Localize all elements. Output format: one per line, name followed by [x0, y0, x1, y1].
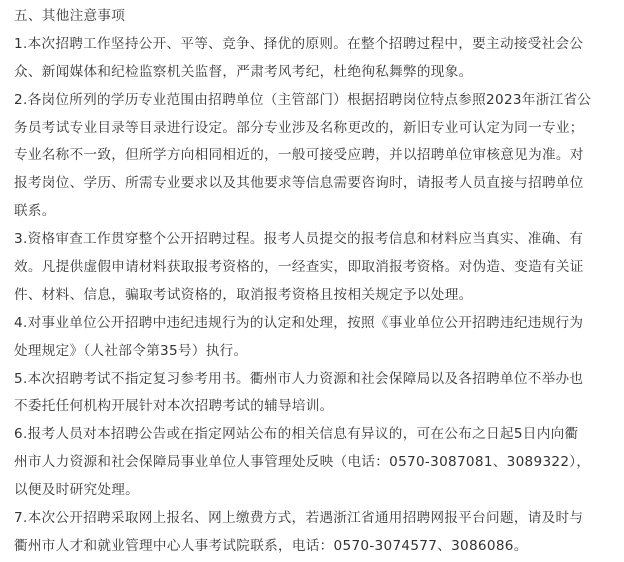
section-title: 五、其他注意事项	[14, 8, 126, 24]
item-6-line-2: 州市人力资源和社会保障局事业单位人事管理处反映（电话：0570-3087081、3089322），	[14, 454, 591, 471]
item-1-line-2: 众、新闻媒体和纪检监察机关监督，严肃考风考纪，杜绝徇私舞弊的现象。	[14, 63, 473, 80]
item-3-line-2: 效。凡提供虚假申请材料获取报考资格的，一经查实，即取消报考资格。对伪造、变造有关证	[14, 259, 584, 276]
item-2-line-2: 务员考试专业目录等目录进行设定。部分专业涉及名称更改的，新旧专业可认定为同一专业；	[14, 119, 584, 136]
item-3-line-3: 件、材料、信息，骗取考试资格的，取消报考资格且按相关规定予以处理。	[14, 286, 473, 303]
notice-document	[14, 3, 620, 561]
item-1-line-1: 1.本次招聘工作坚持公开、平等、竞争、择优的原则。在整个招聘过程中，要主动接受社会公	[14, 35, 584, 52]
item-2-line-1: 2.各岗位所列的学历专业范围由招聘单位（主管部门）根据招聘岗位特点参照2023年浙江省公	[14, 91, 592, 108]
item-4-line-2: 处理规定》（人社部令第35号）执行。	[14, 342, 248, 359]
item-3-line-1: 3.资格审查工作贯穿整个公开招聘过程。报考人员提交的报考信息和材料应当真实、准确、有	[14, 231, 584, 248]
item-5-line-2: 不委托任何机构开展针对本次招聘考试的辅导培训。	[14, 398, 334, 415]
item-6-line-3: 以便及时研究处理。	[14, 482, 140, 499]
item-5-line-1: 5.本次招聘考试不指定复习参考用书。衢州市人力资源和社会保障局以及各招聘单位不举办也	[14, 370, 584, 387]
item-7-line-2: 衢州市人才和就业管理中心人事考试院联系，电话：0570-3074577、3086086。	[14, 537, 528, 554]
item-6-line-1: 6.报考人员对本招聘公告或在指定网站公布的相关信息有异议的，可在公布之日起5日内向衢	[14, 426, 579, 443]
item-2-line-3: 专业名称不一致，但所学方向相同相近的，一般可接受应聘，并以招聘单位审核意见为准。对	[14, 147, 584, 164]
item-2-line-4: 报考岗位、学历、所需专业要求以及其他要求等信息需要咨询时，请报考人员直接与招聘单位	[14, 175, 584, 192]
item-4-line-1: 4.对事业单位公开招聘中违纪违规行为的认定和处理，按照《事业单位公开招聘违纪违规行为	[14, 314, 584, 331]
item-2-line-5: 联系。	[14, 203, 56, 220]
item-7-line-1: 7.本次公开招聘采取网上报名、网上缴费方式，若遇浙江省通用招聘网报平台问题，请及时与	[14, 510, 584, 527]
